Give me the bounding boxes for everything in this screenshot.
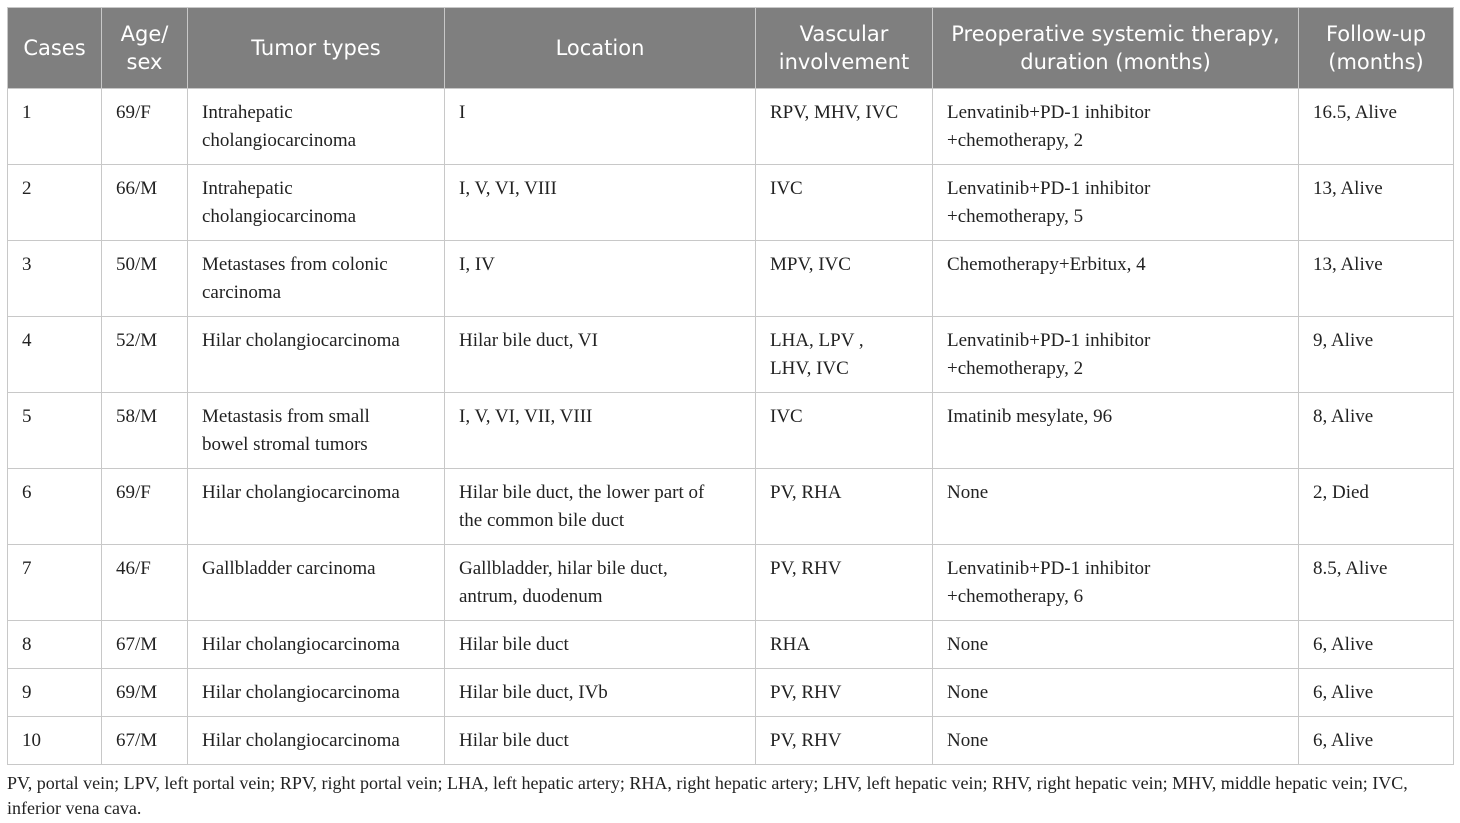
cell-tumor-type: Hilar cholangiocarcinoma bbox=[188, 669, 445, 717]
cell-tumor-type: Hilar cholangiocarcinoma bbox=[188, 317, 445, 393]
cell-age-sex: 69/M bbox=[102, 669, 188, 717]
header-age-sex: Age/ sex bbox=[102, 8, 188, 89]
header-preoperative-therapy: Preoperative systemic therapy, duration (months) bbox=[933, 8, 1299, 89]
table-container bbox=[7, 7, 1453, 821]
cell-age-sex: 50/M bbox=[102, 241, 188, 317]
table-row bbox=[8, 621, 1454, 669]
cell-case: 9 bbox=[8, 669, 102, 717]
cell-tumor-type: Hilar cholangiocarcinoma bbox=[188, 717, 445, 765]
header-row bbox=[8, 8, 1454, 89]
cell-tumor-type: Metastasis from small bowel stromal tumors bbox=[188, 393, 445, 469]
cell-therapy: Lenvatinib+PD-1 inhibitor +chemotherapy, 5 bbox=[933, 165, 1299, 241]
cell-age-sex: 69/F bbox=[102, 469, 188, 545]
cell-location: Gallbladder, hilar bile duct, antrum, duodenum bbox=[445, 545, 756, 621]
table-row bbox=[8, 165, 1454, 241]
cell-follow-up: 13, Alive bbox=[1299, 165, 1454, 241]
header-vascular-involvement: Vascular involvement bbox=[756, 8, 933, 89]
cell-location: Hilar bile duct bbox=[445, 717, 756, 765]
cell-vascular: RPV, MHV, IVC bbox=[756, 89, 933, 165]
cell-vascular: PV, RHV bbox=[756, 545, 933, 621]
cell-vascular: MPV, IVC bbox=[756, 241, 933, 317]
cell-therapy: Lenvatinib+PD-1 inhibitor +chemotherapy, 6 bbox=[933, 545, 1299, 621]
table-row bbox=[8, 717, 1454, 765]
cell-follow-up: 16.5, Alive bbox=[1299, 89, 1454, 165]
cell-case: 10 bbox=[8, 717, 102, 765]
cell-tumor-type: Intrahepatic cholangiocarcinoma bbox=[188, 89, 445, 165]
table-row bbox=[8, 469, 1454, 545]
cell-case: 4 bbox=[8, 317, 102, 393]
cell-case: 7 bbox=[8, 545, 102, 621]
cell-therapy: None bbox=[933, 717, 1299, 765]
cell-case: 3 bbox=[8, 241, 102, 317]
cell-location: I, V, VI, VII, VIII bbox=[445, 393, 756, 469]
case-table bbox=[7, 7, 1454, 765]
cell-age-sex: 69/F bbox=[102, 89, 188, 165]
cell-age-sex: 67/M bbox=[102, 621, 188, 669]
cell-vascular: LHA, LPV , LHV, IVC bbox=[756, 317, 933, 393]
cell-follow-up: 13, Alive bbox=[1299, 241, 1454, 317]
cell-age-sex: 58/M bbox=[102, 393, 188, 469]
cell-case: 1 bbox=[8, 89, 102, 165]
cell-tumor-type: Metastases from colonic carcinoma bbox=[188, 241, 445, 317]
header-location: Location bbox=[445, 8, 756, 89]
cell-follow-up: 6, Alive bbox=[1299, 621, 1454, 669]
table-header bbox=[8, 8, 1454, 89]
cell-location: Hilar bile duct, the lower part of the common bile duct bbox=[445, 469, 756, 545]
cell-vascular: RHA bbox=[756, 621, 933, 669]
cell-tumor-type: Hilar cholangiocarcinoma bbox=[188, 621, 445, 669]
cell-tumor-type: Intrahepatic cholangiocarcinoma bbox=[188, 165, 445, 241]
table-row bbox=[8, 241, 1454, 317]
table-row bbox=[8, 317, 1454, 393]
cell-therapy: Lenvatinib+PD-1 inhibitor +chemotherapy, 2 bbox=[933, 89, 1299, 165]
table-row bbox=[8, 669, 1454, 717]
cell-age-sex: 67/M bbox=[102, 717, 188, 765]
cell-therapy: Imatinib mesylate, 96 bbox=[933, 393, 1299, 469]
cell-follow-up: 6, Alive bbox=[1299, 669, 1454, 717]
table-row bbox=[8, 393, 1454, 469]
cell-follow-up: 9, Alive bbox=[1299, 317, 1454, 393]
cell-age-sex: 52/M bbox=[102, 317, 188, 393]
cell-location: I, V, VI, VIII bbox=[445, 165, 756, 241]
cell-vascular: IVC bbox=[756, 393, 933, 469]
cell-tumor-type: Hilar cholangiocarcinoma bbox=[188, 469, 445, 545]
header-tumor-types: Tumor types bbox=[188, 8, 445, 89]
cell-follow-up: 2, Died bbox=[1299, 469, 1454, 545]
cell-location: I, IV bbox=[445, 241, 756, 317]
cell-follow-up: 8.5, Alive bbox=[1299, 545, 1454, 621]
cell-location: I bbox=[445, 89, 756, 165]
cell-tumor-type: Gallbladder carcinoma bbox=[188, 545, 445, 621]
cell-follow-up: 6, Alive bbox=[1299, 717, 1454, 765]
cell-therapy: Chemotherapy+Erbitux, 4 bbox=[933, 241, 1299, 317]
cell-vascular: IVC bbox=[756, 165, 933, 241]
header-cases: Cases bbox=[8, 8, 102, 89]
cell-case: 2 bbox=[8, 165, 102, 241]
cell-therapy: None bbox=[933, 621, 1299, 669]
cell-therapy: None bbox=[933, 669, 1299, 717]
cell-age-sex: 46/F bbox=[102, 545, 188, 621]
table-footnote: PV, portal vein; LPV, left portal vein; RPV, right portal vein; LHA, left hepatic artery; RHA, right hepatic artery; LHV, left hepatic vein; RHV, right hepatic vein; MHV, middle hepatic vein; IVC, inferior vena cava. bbox=[7, 773, 1408, 818]
cell-case: 5 bbox=[8, 393, 102, 469]
cell-therapy: None bbox=[933, 469, 1299, 545]
table-row bbox=[8, 545, 1454, 621]
cell-vascular: PV, RHV bbox=[756, 669, 933, 717]
cell-follow-up: 8, Alive bbox=[1299, 393, 1454, 469]
header-follow-up: Follow-up (months) bbox=[1299, 8, 1454, 89]
table-row bbox=[8, 89, 1454, 165]
cell-location: Hilar bile duct, VI bbox=[445, 317, 756, 393]
cell-therapy: Lenvatinib+PD-1 inhibitor +chemotherapy, 2 bbox=[933, 317, 1299, 393]
table-body bbox=[8, 89, 1454, 765]
cell-location: Hilar bile duct bbox=[445, 621, 756, 669]
cell-vascular: PV, RHA bbox=[756, 469, 933, 545]
cell-age-sex: 66/M bbox=[102, 165, 188, 241]
cell-location: Hilar bile duct, IVb bbox=[445, 669, 756, 717]
cell-case: 8 bbox=[8, 621, 102, 669]
cell-vascular: PV, RHV bbox=[756, 717, 933, 765]
cell-case: 6 bbox=[8, 469, 102, 545]
